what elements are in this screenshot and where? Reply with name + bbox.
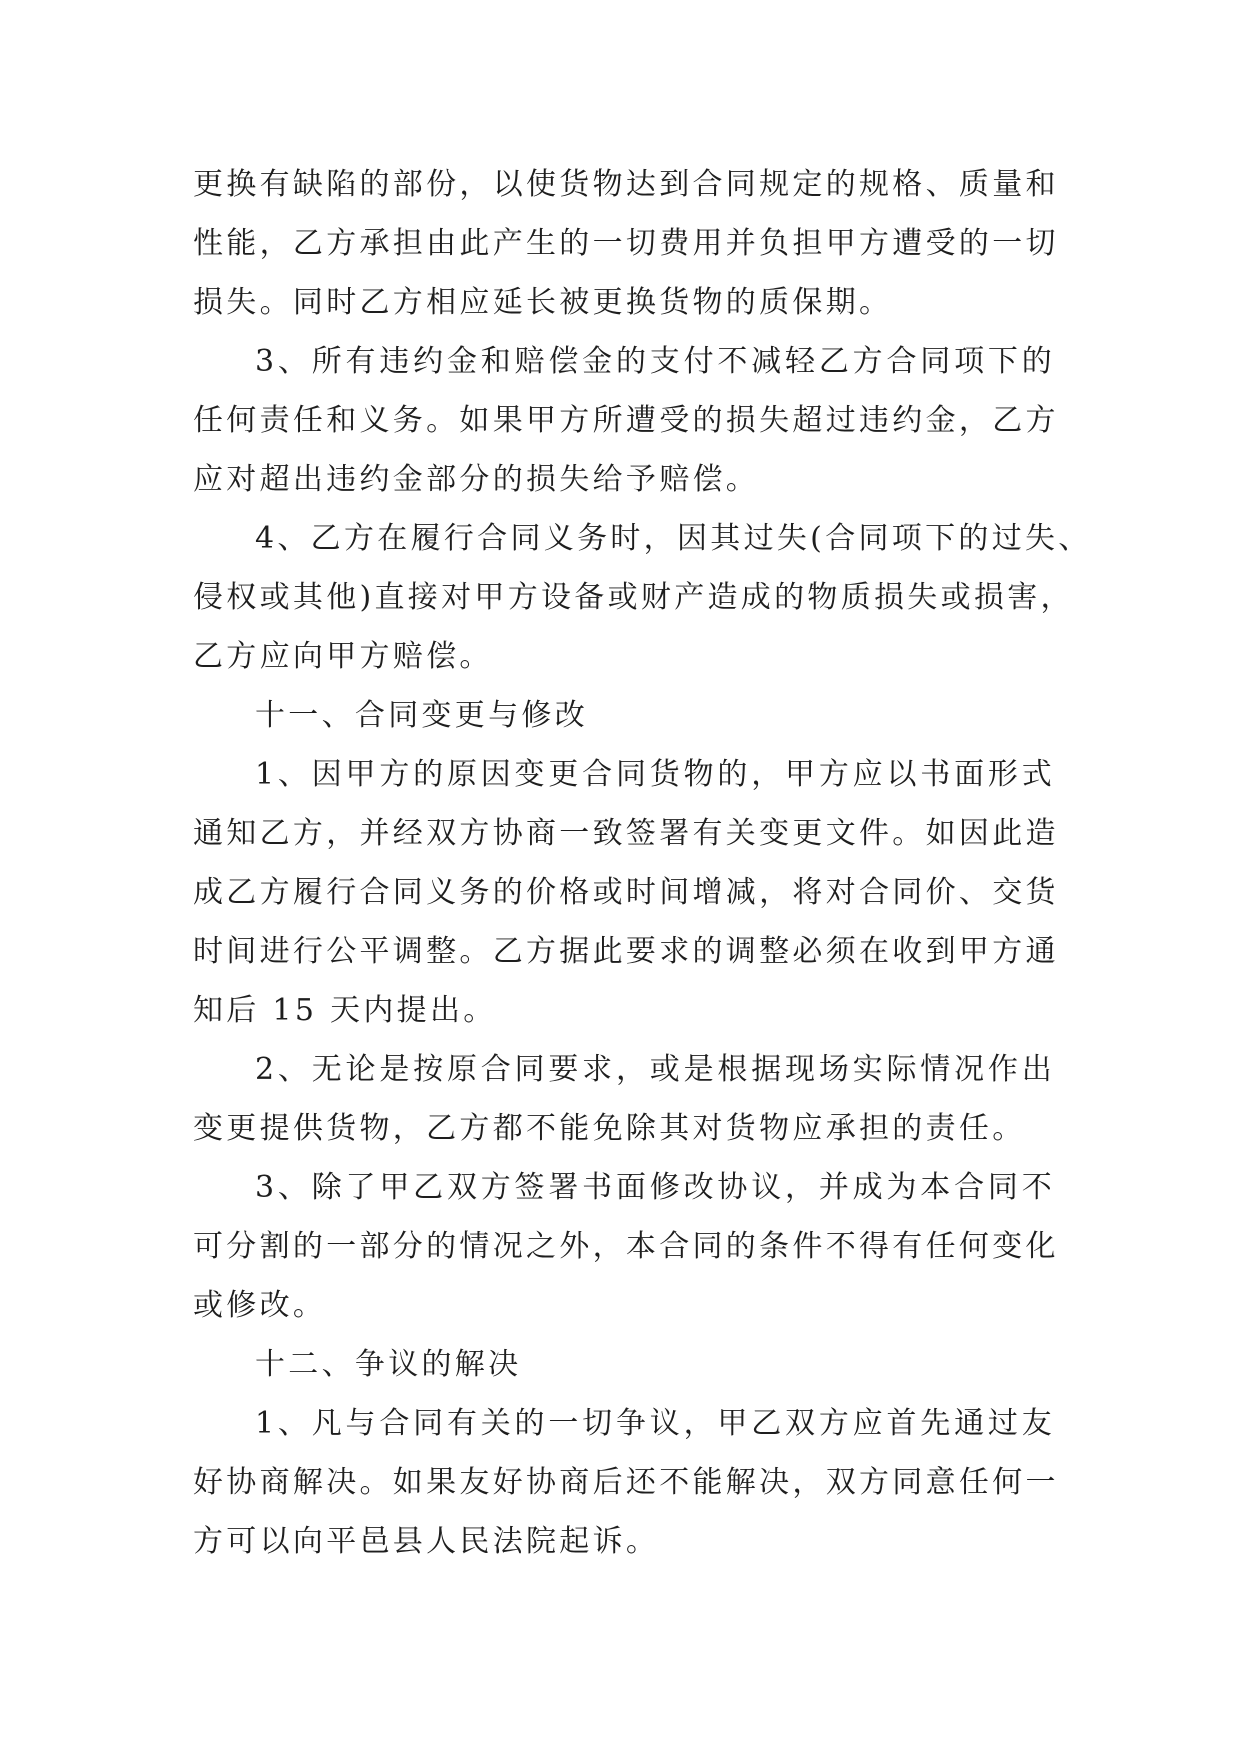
text-line: 1、凡与合同有关的一切争议，甲乙双方应首先通过友 xyxy=(255,1406,1055,1441)
text-line: 3、除了甲乙双方签署书面修改协议，并成为本合同不 xyxy=(255,1170,1055,1205)
text-line: 乙方应向甲方赔偿。 xyxy=(193,639,493,674)
text-line: 十一、合同变更与修改 xyxy=(255,698,588,733)
text-line: 方可以向平邑县人民法院起诉。 xyxy=(193,1524,660,1559)
text-line: 好协商解决。如果友好协商后还不能解决，双方同意任何一 xyxy=(193,1465,1059,1500)
text-line: 时间进行公平调整。乙方据此要求的调整必须在收到甲方通 xyxy=(193,934,1059,969)
text-line: 成乙方履行合同义务的价格或时间增减，将对合同价、交货 xyxy=(193,875,1059,910)
text-line: 3、所有违约金和赔偿金的支付不减轻乙方合同项下的 xyxy=(255,344,1055,379)
text-line: 十二、争议的解决 xyxy=(255,1347,522,1382)
text-line: 性能，乙方承担由此产生的一切费用并负担甲方遭受的一切 xyxy=(193,226,1059,261)
text-line: 损失。同时乙方相应延长被更换货物的质保期。 xyxy=(193,285,893,320)
text-line: 1、因甲方的原因变更合同货物的，甲方应以书面形式 xyxy=(255,757,1055,792)
text-line: 应对超出违约金部分的损失给予赔偿。 xyxy=(193,462,760,497)
text-line: 2、无论是按原合同要求，或是根据现场实际情况作出 xyxy=(255,1052,1055,1087)
text-line: 更换有缺陷的部份，以使货物达到合同规定的规格、质量和 xyxy=(193,167,1059,202)
text-line: 可分割的一部分的情况之外，本合同的条件不得有任何变化 xyxy=(193,1229,1059,1264)
text-line: 变更提供货物，乙方都不能免除其对货物应承担的责任。 xyxy=(193,1111,1026,1146)
text-line: 或修改。 xyxy=(193,1288,327,1323)
text-line: 通知乙方，并经双方协商一致签署有关变更文件。如因此造 xyxy=(193,816,1059,851)
text-line: 任何责任和义务。如果甲方所遭受的损失超过违约金，乙方 xyxy=(193,403,1059,438)
text-line: 知后 15 天内提出。 xyxy=(193,993,497,1028)
document-body xyxy=(193,155,1092,1571)
text-line: 4、乙方在履行合同义务时，因其过失(合同项下的过失、 xyxy=(255,521,1092,556)
text-line: 侵权或其他)直接对甲方设备或财产造成的物质损失或损害， xyxy=(193,580,1074,615)
